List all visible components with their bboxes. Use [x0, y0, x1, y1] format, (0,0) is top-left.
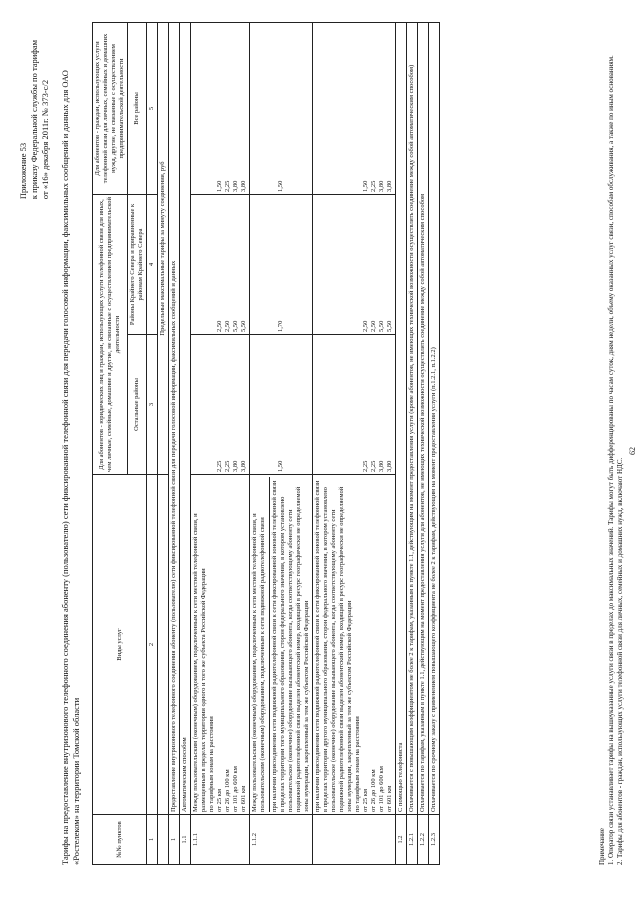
values-north-regions — [250, 194, 313, 334]
tariff-value: 2,25 — [362, 460, 369, 472]
values-all-regions — [313, 22, 396, 194]
row-text: Предоставление внутризонового телефонного соединения абоненту (пользователю) сети фиксированной телефонной связи для передачи голосовой информации, факсимильных сообщений и данных — [169, 22, 180, 814]
tariff-value: 5,50 — [232, 320, 239, 332]
tariff-value: 5,50 — [240, 320, 247, 332]
tariff-value: 2,25 — [224, 180, 231, 192]
row-number — [313, 815, 396, 865]
tariff-value: 5,50 — [378, 320, 385, 332]
table-row — [418, 22, 429, 864]
header-north-regions: Районы Крайнего Севера и приравненные к районам Крайнего Севера — [128, 194, 147, 334]
tariff-value: 3,80 — [386, 460, 393, 472]
notes-section — [598, 25, 625, 865]
row-text: Оплачивается по срочному заказу с применением повышающего коэффициента не более 2 к тарифам, действующим на момент предоставления услуги (п.1.2.1, п.1.2.2) — [429, 22, 440, 814]
row-number: 1.2 — [396, 815, 407, 865]
header-col-4: 4 — [147, 194, 158, 334]
tariff-value: 5,50 — [386, 320, 393, 332]
tariff-value: 3,80 — [240, 180, 247, 192]
row-number: 1.1 — [180, 815, 191, 865]
header-entities: Для абонентов - юридических лиц и граждан, использующих услуги телефонной связи для иных, чем личные, семейные, домашние и другие, не связанные с осуществлением предпринимательской деятельности — [93, 194, 128, 474]
appendix-date: от «16» декабря 2011г. № 373-с/2 — [40, 79, 50, 200]
appendix-reference — [18, 40, 51, 199]
header-individuals: Для абонентов - граждан, использующих услуги телефонной связи для личных, семейных и домашних нужд, другие, не связанные с осуществлением предпринимательской деятельности — [93, 22, 128, 194]
row-number: 1.1.1 — [191, 815, 250, 865]
header-col-1: 1 — [147, 815, 158, 865]
header-service-type: Виды услуг — [93, 475, 147, 815]
tier-item: от 101 до 600 км — [232, 766, 239, 812]
note-2: 2. Тарифы для абонентов - граждан, использующих услуги телефонной связи для личных, семейных и домашних нужд, включают НДС. — [616, 457, 624, 865]
row-subcondition: при наличии присоединения сети подвижной радиотелефонной связи к сети фиксированной зоновой телефонной связи в пределах территории того муниципального образования, сторон федерального значения, в котором установлено пользовательское (оконечное) оборудование вызывающего абонента, когда соответствующему абоненту сети подвижной радиотелефонной связи выделен абонентский номер, входящий в ресурс географически не определяемой зоны нумерации, закрепленный за тем же субъектом Российской Федерации — [269, 477, 311, 812]
table-row — [396, 22, 407, 864]
row-number: 1.2.3 — [429, 815, 440, 865]
tariff-value: 2,50 — [362, 320, 369, 332]
header-col-5: 5 — [147, 22, 158, 194]
document-title: Тарифы на предоставление внутризонового телефонного соединения абоненту (пользователю) сети фиксированной телефонной связи для передачи голосовой информации, факсимильных сообщений и данных для ОАО «Ростелеком» на территории Томской области — [60, 70, 81, 865]
row-description: Между пользовательским (оконечным) оборудованием, подключенным к сети местной телефонной связи, и пользовательским (оконечным) оборудованием, подключенным к сети подвижной радиотелефонной связи — [251, 513, 266, 812]
row-text — [250, 475, 313, 815]
tariff-value: 2,25 — [370, 180, 377, 192]
table-row — [180, 22, 191, 864]
note-1: 1. Оператор связи устанавливает тарифы на вышеуказанные услуги связи в пределах до максимальных значений. Тарифы могут быть дифференцированы по часам суток, дням недели, объему оказанных услуг связи, способам обслуживания, а также по иным основаниям. — [607, 55, 615, 865]
tariff-value: 2,25 — [370, 460, 377, 472]
tariff-value: 1,70 — [277, 320, 284, 332]
tier-item: от 601 км — [386, 785, 393, 812]
tariff-value: 2,50 — [216, 320, 223, 332]
tariff-value: 3,80 — [232, 460, 239, 472]
row-number: 1 — [169, 815, 180, 865]
tier-item: от 26 до 100 км — [224, 769, 231, 812]
row-text: Оплачивается по тарифам, указанным в пункте 1.1, действующим на момент предоставления услуги для абонентов, не имеющих технической возможности осуществлять соединение между собой автоматическим способом — [418, 22, 429, 814]
tier-item: от 601 км — [240, 785, 247, 812]
row-text: Оплачивается с повышающим коэффициентом не более 2 к тарифам, указанным в пункте 1.1, действующим на момент предоставления услуги (кроме абонентов, не имеющих технической возможности осуществлять соединение между собой автоматическим способом) — [407, 22, 418, 814]
row-description: при наличии присоединения сети подвижной радиотелефонной связи к сети фиксированной зоновой телефонной связи в пределах территории другого муниципального образования, сторон федерального значения, в котором установлено пользовательское (оконечное) оборудование вызывающего абонента, когда соответствующему абоненту сети подвижной радиотелефонной связи выделен абонентский номер, входящий в ресурс географически не определяемой зоны нумерации, закрепленный за тем же субъектом Российской Федерации — [314, 480, 353, 812]
header-item-number: №№ пунктов — [93, 815, 147, 865]
header-all-regions: Все районы — [128, 22, 147, 194]
notes-heading: Примечание — [598, 828, 606, 865]
tariff-value: 3,80 — [378, 460, 385, 472]
page-number: 62 — [628, 447, 637, 455]
row-number: 1.2.1 — [407, 815, 418, 865]
table-row — [191, 22, 250, 864]
values-north-regions — [191, 194, 250, 334]
tariff-value: 2,50 — [224, 320, 231, 332]
tier-header: по тарифным зонам на расстоянии — [208, 716, 215, 812]
values-north-regions — [313, 194, 396, 334]
header-unit: Предельные максимальные тарифы за минуту соединения, руб — [158, 22, 169, 474]
row-text: Автоматическим способом — [180, 22, 191, 814]
tariff-value: 1,50 — [277, 180, 284, 192]
tariff-value: 1,50 — [362, 180, 369, 192]
tariff-value: 3,80 — [386, 180, 393, 192]
table-row — [429, 22, 440, 864]
tariff-table — [92, 22, 440, 865]
header-other-regions: Остальные районы — [128, 335, 147, 475]
row-text: С помощью телефониста — [396, 22, 407, 814]
tariff-value: 1,50 — [216, 180, 223, 192]
row-description: Между пользовательским (оконечным) оборудованием, подключенным к сети местной телефонной связи, и размещенным в пределах территории одного и того же субъекта Российской Федерации — [192, 513, 207, 812]
appendix-number: Приложение 53 — [18, 142, 28, 200]
tariff-value: 3,80 — [378, 180, 385, 192]
header-col-2: 2 — [147, 475, 158, 815]
tariff-value: 3,80 — [232, 180, 239, 192]
header-col-3: 3 — [147, 335, 158, 475]
table-row — [169, 22, 180, 864]
tier-item: от 25 км — [362, 788, 369, 812]
values-other-regions — [250, 335, 313, 475]
tariff-value: 1,50 — [277, 460, 284, 472]
tariff-value: 3,80 — [240, 460, 247, 472]
values-all-regions — [191, 22, 250, 194]
table-row — [407, 22, 418, 864]
table-row — [250, 22, 313, 864]
row-number: 1.1.2 — [250, 815, 313, 865]
tariff-value: 2,25 — [216, 460, 223, 472]
values-other-regions — [313, 335, 396, 475]
table-row — [313, 22, 396, 864]
values-other-regions — [191, 335, 250, 475]
tier-item: от 26 до 100 км — [370, 769, 377, 812]
tier-item: от 101 до 600 км — [378, 766, 385, 812]
tariff-value: 2,50 — [370, 320, 377, 332]
appendix-order: к приказу Федеральной службы по тарифам — [29, 40, 39, 200]
row-text — [191, 475, 250, 815]
values-all-regions — [250, 22, 313, 194]
tariff-value: 2,25 — [224, 460, 231, 472]
row-text — [313, 475, 396, 815]
tier-header: по тарифным зонам на расстоянии — [354, 716, 361, 812]
row-number: 1.2.2 — [418, 815, 429, 865]
tier-item: от 25 км — [216, 788, 223, 812]
